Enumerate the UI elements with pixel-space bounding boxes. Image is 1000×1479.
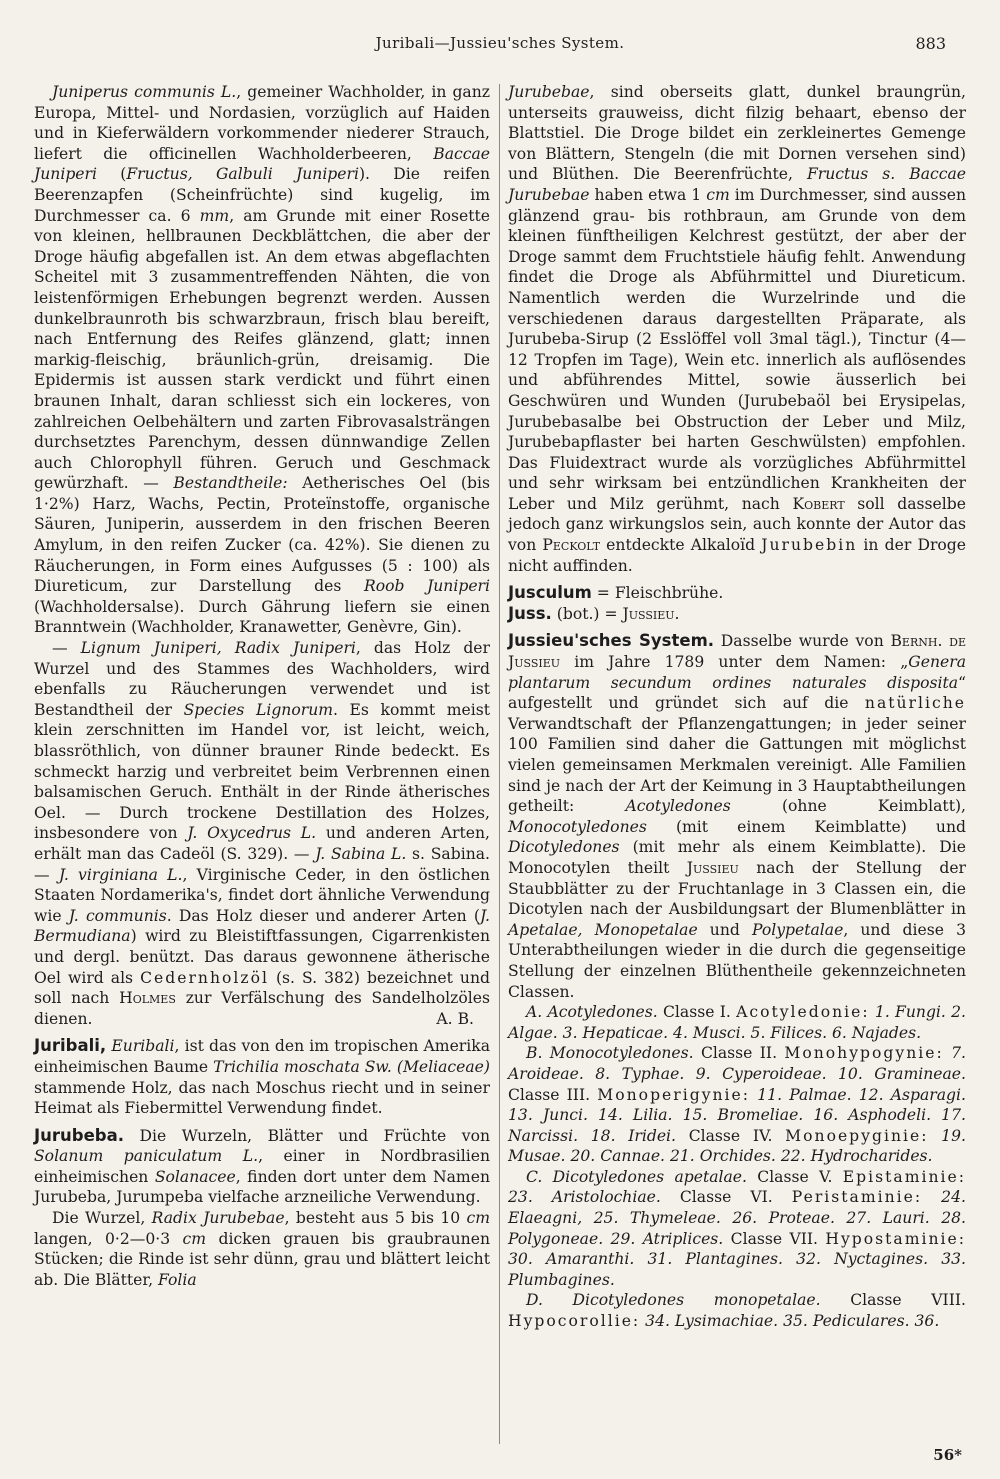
entry-heading: Jusculum (508, 583, 592, 603)
text-segment: im Jahre 1789 unter dem Namen: „ (560, 653, 909, 672)
text-segment: = Fleischbrühe. (591, 584, 724, 603)
text-segment: Hypostaminie: (825, 1229, 966, 1248)
text-segment: ). Die reifen Beerenzapfen (Scheinfrüchte) sind kugelig, im Durchmesser ca. 6 (34, 165, 491, 225)
spacer (508, 624, 966, 631)
text-segment: , und diese 3 Unterabtheilungen wieder in die durch die gegenseitige Stellung der einzelnen Blüthentheile gekennzeichneten Classen. (508, 920, 966, 1001)
text-segment: Aetherisches Oel (bis 1·2%) Harz, Wachs, Pectin, Proteïnstoffe, organische Säuren, Juniperin, ausserdem in den frischen Beeren Amylum, in den reifen Zucker (ca. 42%). Sie dienen zu Räucherungen, in Form eines Aufgusses (5 : 100) als Diureticum, zur Darstellung des (34, 474, 490, 596)
author-name: Jussieu (622, 604, 675, 623)
text-segment: Classe VI. (660, 1188, 792, 1207)
text-segment: , ist das von den im tropischen Amerika einheimischen Baume (34, 1037, 490, 1076)
text-segment: (bot.) = (551, 604, 623, 623)
text-segment: Monohypogynie: (784, 1044, 944, 1063)
class-list-d (508, 1290, 966, 1331)
text-segment: (s. S. 382) bezeichnet und soll nach (34, 968, 490, 1008)
text-segment: , einer in Nordbrasilien einheimischen (34, 1147, 490, 1186)
text-segment: Classe V. (746, 1167, 843, 1186)
text-segment: Monoperigynie: (597, 1085, 751, 1104)
text-segment: . Das Holz dieser und anderer Arten ( (166, 906, 480, 925)
signature-mark: 56* (933, 1446, 962, 1464)
text-segment: J. Bermudiana (34, 906, 490, 946)
text-segment: , sind oberseits glatt, dunkel braungrün, unterseits grauweiss, dicht filzig behaart, ebenso der Blattstiel. Die Droge bildet ein zerkleinertes Gemenge von Blättern, Stengeln (die mit Dornen versehen sind) und Blüthen. Die Beerenfrüchte, (508, 83, 966, 184)
text-segment (928, 1127, 941, 1145)
text-segment: Classe III. (508, 1085, 598, 1104)
text-segment: , besteht aus 5 bis 10 (284, 1209, 467, 1228)
text-segment: und anderen Arten, erhält man das Cadeöl (S. 329). — (34, 824, 490, 863)
text-segment: ) wird zu Bleistiftfassungen, Cigarrenkisten und dergl. benützt. Das daraus gewonnene ätherische Oel wird als (34, 927, 490, 987)
text-segment: D. Dicotyledones monopetalae. (526, 1291, 821, 1310)
text-segment: Cedernholzöl (140, 968, 269, 987)
text-segment: “ aufgestellt und gründet sich auf die (508, 673, 966, 713)
author-signature: A. B. (436, 1009, 474, 1028)
text-segment: . Es kommt meist klein zerschnitten im Handel vor, ist leicht, weich, blassröthlich, von dünner brauner Rinde bedeckt. Es schmeckt harzig und verbreitet beim Verbrennen einen balsamischen Geruch. Enthält in der Rinde ätherisches Oel. — Durch trockene Destillation des Holzes, insbesondere von (34, 700, 490, 843)
text-segment: J. Sabina L. (315, 844, 407, 863)
text-segment: nach der Stellung der Staubblätter zu der Fruchtanlage in 3 Classen ein, die Dicotylen nach der Ausbildungsart der Blumenblätter in (508, 858, 966, 919)
text-segment: J. virginiana L. (58, 865, 183, 884)
text-segment: Jurubebin (761, 536, 858, 555)
entry-heading: Jurubeba. (34, 1125, 124, 1145)
text-segment: Acotyledonie: (736, 1003, 870, 1022)
text-segment: 19. Musae. 20. Cannae. 21. Orchides. 22. Hydrocharides. (508, 1126, 966, 1166)
text-segment: , Virginische Ceder, in den östlichen Staaten Nordamerika's, findet dort ähnliche Verwendung wie (34, 865, 490, 925)
text-segment: B. Monocotyledones. (526, 1044, 694, 1063)
class-list-b (508, 1043, 966, 1167)
text-segment: Epistaminie: (842, 1167, 966, 1186)
author-name: Peckolt (542, 536, 601, 555)
text-segment: cm (706, 185, 730, 204)
text-segment: Euribali (111, 1037, 175, 1056)
text-segment: zur Verfälschung des Sandelholzöles dienen. (34, 989, 490, 1028)
text-segment: 24. Elaeagni, 25. Thymeleae. 26. Proteae. 27. Lauri. 28. Polygoneae. 29. Atriplices. (508, 1188, 966, 1248)
text-segment: Roob Juniperi (363, 577, 490, 596)
text-segment: Solanum paniculatum L. (34, 1147, 259, 1166)
text-segment: mm (199, 206, 230, 225)
right-column (508, 82, 966, 1332)
page-header (0, 34, 1000, 62)
class-list-c (508, 1167, 966, 1291)
text-segment: entdeckte Alkaloïd (600, 536, 762, 555)
text-segment: , am Grunde mit einer Rosette von kleinen, hellbraunen Deckblättchen, die aber der Droge häufig abgefallen ist. An dem etwas abgeflachten Scheitel mit 3 zusammentreffenden Nähten, die von leistenförmigen Erhebungen begrenzt werden. Aussen dunkelbraunroth bis schwarzbraun, frisch blau bereift, nach Entfernung des Reifes glänzend, glatt; innen markig-fleischig, bräunlich-grün, dreisamig. Die Epidermis ist aussen stark verdickt und führt einen braunen Inhalt, daran schliesst sich ein lockeres, von zahlreichen Oelbehältern und zarten Fibrovasalsträngen durchsetztes Parenchym, dessen dünnwandige Zellen auch Chlorophyll führen. Geruch und Geschmack gewürzhaft. — (34, 206, 490, 493)
author-name: Jussieu (686, 858, 739, 877)
text-segment: A. Acotyledones. (526, 1003, 658, 1022)
text-segment: 11. Palmae. 12. Asparagi. 13. Junci. 14. Lilia. 15. Bromeliae. 16. Asphodeli. 17. Narcissi. 18. Iridei. (508, 1085, 966, 1145)
entry-juss (508, 604, 966, 625)
text-segment: , gemeiner Wachholder, in ganz Europa, Mittel- und Nordasien, vorzüglich auf Haiden und in Kieferwäldern vorkommender niederer Strauch, liefert die officinellen Wachholderbeeren, (34, 83, 490, 163)
entry-jussieu-system (508, 631, 966, 1002)
text-segment: und (697, 920, 752, 939)
text-segment: Hypocorollie: (508, 1312, 641, 1331)
text-segment: im Durchmesser, sind aussen glänzend grau- bis rothbraun, am Grunde von dem kleinen fünftheiligen Kelchrest gestützt, der aber der Droge sammt dem Fruchtstiele häufig fehlt. Anwendung findet die Droge als Abführmittel und Diureticum. Namentlich werden die Wurzelrinde und die verschiedenen daraus dargestellten Präparate, als Jurubeba-Sirup (2 Esslöffel voll 3mal tägl.), Tinctur (4—12 Tropfen im Tage), Wein etc. innerlich als auflösendes und abführendes Mittel, sowie äusserlich bei Geschwüren und Wunden (Jurubebaöl bei Erysipelas, Jurubebasalbe bei Obstruction der Leber und Milz, Jurubebapflaster bei harten Geschwülsten) empfohlen. Das Fluidextract wurde als vorzügliches Abführmittel und sehr wirksam bei entzündlichen Krankheiten der Leber und Milz gerühmt, nach (508, 185, 966, 513)
text-segment: ( (96, 165, 127, 184)
text-segment: cm (182, 1229, 207, 1248)
text-segment: Fructus, Galbuli Juniperi (126, 165, 359, 184)
text-segment: Polypetalae (751, 920, 844, 939)
text-segment: natürliche (864, 694, 966, 713)
text-segment: Monoepyginie: (785, 1126, 929, 1145)
entry-heading: Jussieu'sches System. (508, 631, 715, 651)
text-segment: Dasselbe wurde von (714, 632, 891, 651)
text-segment: 7. Aroideae. 8. Typhae. 9. Cyperoideae. 10. Gramineae. (508, 1044, 966, 1083)
text-segment: (Wachholdersalse). Durch Gährung liefern sie einen Branntwein (Wachholder, Kranawetter, Genèvre, Gin). (34, 597, 490, 637)
text-segment: Classe IV. (676, 1126, 786, 1145)
text-segment: Classe VII. (723, 1229, 826, 1248)
entry-lignum-juniperi-paragraph (34, 638, 490, 1029)
text-segment: Solanacee (154, 1167, 236, 1186)
text-segment: Species Lignorum (183, 700, 334, 719)
text-segment: J. Oxycedrus L. (187, 824, 317, 843)
text-segment: Genera plantarum secundum ordines naturales disposita (508, 653, 966, 692)
page-number: 883 (915, 34, 946, 53)
entry-jurubeba-continued (508, 82, 966, 576)
entry-juribali-paragraph (34, 1036, 490, 1118)
text-segment: Juniperus communis L. (52, 83, 237, 101)
text-segment: Jurubebae (508, 83, 590, 101)
text-segment: (mit einem Keimblatte) und (646, 817, 966, 836)
spacer (34, 1119, 490, 1126)
text-segment: Folia (158, 1270, 197, 1289)
text-segment: 1. Fungi. 2. Algae. 3. Hepaticae. 4. Musci. 5. Filices. 6. Najades. (508, 1003, 966, 1042)
text-segment: Bestandtheile: (173, 474, 288, 493)
entry-juniperus-paragraph (34, 82, 490, 638)
text-segment: Radix Jurubebae (151, 1209, 285, 1228)
text-segment: 30. Amaranthi. 31. Plantagines. 32. Nyctagines. 33. Plumbagines. (508, 1250, 966, 1289)
text-segment: C. Dicotyledones apetalae. (526, 1167, 747, 1186)
entry-heading: Juss. (508, 603, 552, 623)
text-segment: J. communis (68, 906, 167, 925)
text-segment: . (674, 604, 680, 623)
author-name: Kobert (792, 494, 845, 513)
author-name: Bernh. de Jussieu (508, 632, 966, 672)
text-segment: Baccae Juniperi (34, 144, 490, 184)
spacer (508, 576, 966, 583)
text-segment: Die Wurzeln, Blätter und Früchte von (124, 1126, 490, 1145)
text-segment (944, 1044, 951, 1062)
text-segment: 23. Aristolochiae. (508, 1188, 661, 1207)
text-segment: Die Wurzel, (52, 1209, 152, 1228)
entry-heading: Juribali, (34, 1036, 107, 1056)
text-segment: 34. Lysimachiae. 35. Pediculares. 36. (645, 1312, 940, 1331)
text-segment: , finden dort unter dem Namen Jurubeba, Jurumpeba vielfache arzneiliche Verwendung. (34, 1167, 490, 1207)
text-segment: Classe I. (657, 1003, 737, 1022)
text-segment: (mit mehr als einem Keimblatte). Die Monocotylen theilt (508, 838, 966, 877)
text-segment: s. Sabina. — (34, 844, 490, 884)
text-segment (922, 1188, 941, 1206)
text-segment: Apetalae, Monopetalae (508, 920, 698, 939)
text-segment: , das Holz der Wurzel und des Stammes des Wachholders, wird ebenfalls zu Räucherungen verwendet und ist Bestandtheil der (34, 639, 490, 719)
text-segment: in der Droge nicht auffinden. (508, 536, 966, 575)
text-segment: Peristaminie: (791, 1188, 923, 1207)
text-segment: stammende Holz, das nach Moschus riecht und in seiner Heimat als Fiebermittel Verwendung findet. (34, 1078, 490, 1118)
text-segment: Classe VIII. (820, 1291, 966, 1310)
text-segment: (ohne Keimblatt), (730, 797, 966, 816)
text-segment: Monocotyledones (508, 817, 647, 836)
text-segment: Verwandtschaft der Pflanzengattungen; in jeder seiner 100 Familien sind daher die Gattungen mit möglichst vielen gemeinsamen Merkmalen vereinigt. Alle Familien sind je nach der Art der Keimung in 3 Hauptabtheilungen getheilt: (508, 714, 966, 816)
text-segment: Fructus s. Baccae Jurubebae (508, 165, 966, 204)
entry-jusculum (508, 583, 966, 604)
column-divider (499, 84, 500, 1444)
left-column (34, 82, 490, 1290)
text-segment: — (52, 639, 81, 658)
spacer (34, 1029, 490, 1036)
text-segment: Acotyledones (625, 797, 731, 816)
text-segment: soll dasselbe jedoch ganz wirkungslos sein, auch konnte der Autor das von (508, 494, 966, 555)
class-list-a (508, 1002, 966, 1043)
entry-jurubeba-paragraph (34, 1126, 490, 1208)
entry-jurubeba-root-paragraph (34, 1208, 490, 1290)
author-name: Holmes (119, 989, 176, 1008)
text-segment: dicken grauen bis graubraunen Stücken; die Rinde ist sehr dünn, grau und blättert leicht ab. Die Blätter, (34, 1229, 490, 1289)
text-segment: Classe II. (693, 1044, 785, 1063)
text-segment: haben etwa 1 (589, 185, 707, 204)
text-segment: Trichilia moschata Sw. (Meliaceae) (213, 1057, 490, 1076)
text-segment: langen, 0·2—0·3 (34, 1229, 183, 1248)
text-segment: Dicotyledones (508, 838, 620, 857)
running-title: Juribali—Jussieu'sches System. (375, 34, 625, 52)
text-segment: cm (466, 1209, 490, 1228)
text-segment: Lignum Juniperi, Radix Juniperi (80, 639, 356, 658)
